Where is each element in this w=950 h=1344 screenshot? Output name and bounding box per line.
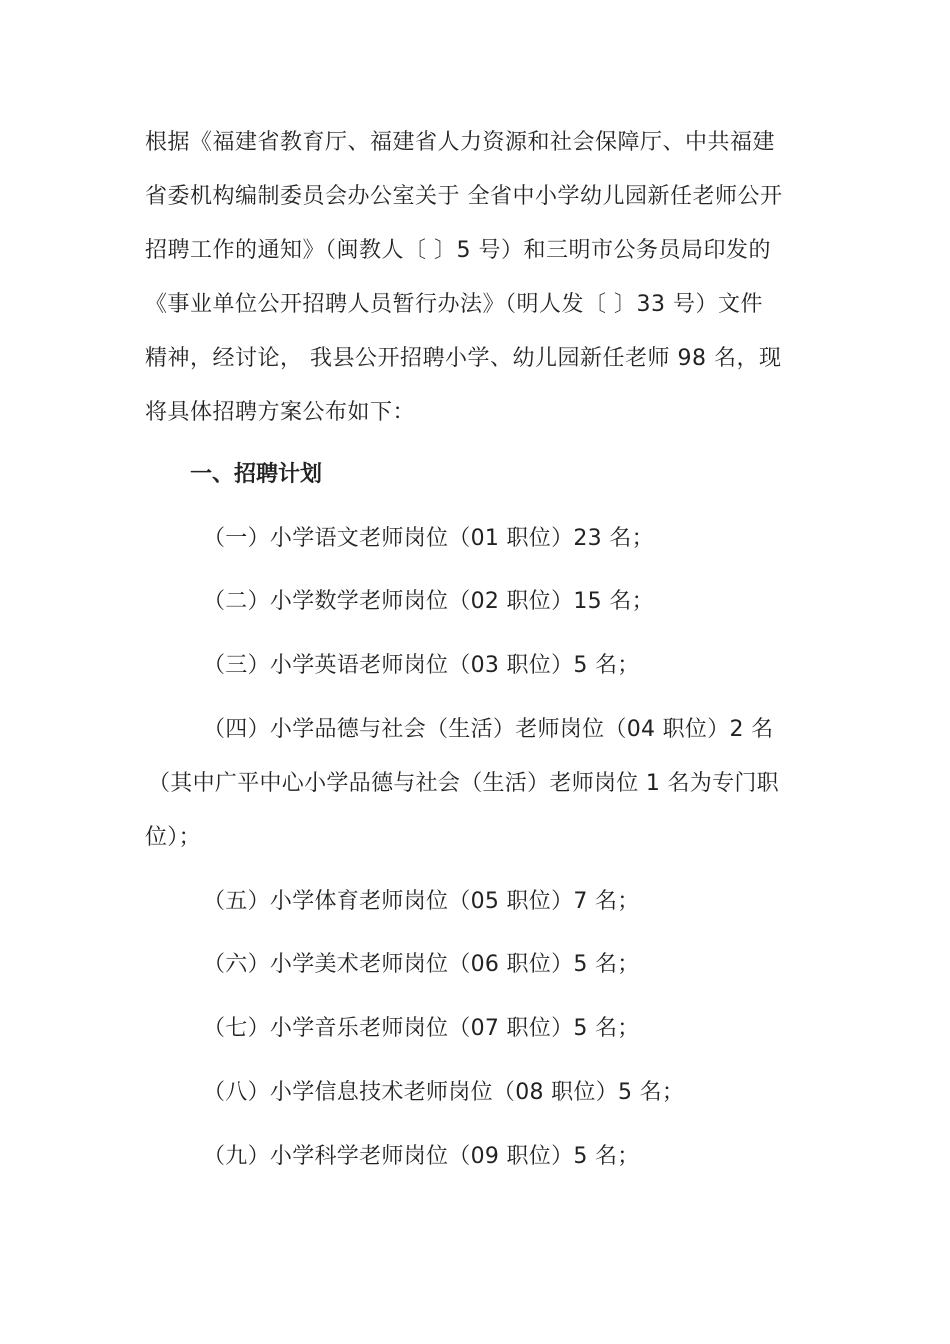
intro-line: 精神，经讨论， 我县公开招聘小学、幼儿园新任老师 98 名，现	[145, 346, 782, 371]
plan-item-06: （六）小学美术老师岗位（06 职位）5 名；	[203, 952, 640, 977]
plan-item-04-continued-end: 位）；	[145, 825, 201, 850]
plan-item-01: （一）小学语文老师岗位（01 职位）23 名；	[203, 526, 654, 551]
intro-line: 根据《福建省教育厅、福建省人力资源和社会保障厅、中共福建	[145, 130, 776, 155]
section-heading: 一、招聘计划	[190, 462, 323, 487]
plan-item-02: （二）小学数学老师岗位（02 职位）15 名；	[203, 589, 654, 614]
intro-paragraph	[145, 116, 815, 440]
plan-item-08: （八）小学信息技术老师岗位（08 职位）5 名；	[203, 1080, 685, 1105]
plan-item-07: （七）小学音乐老师岗位（07 职位）5 名；	[203, 1016, 640, 1041]
intro-line: 《事业单位公开招聘人员暂行办法》（明人发〔 〕33 号）文件	[145, 292, 763, 317]
intro-line: 招聘工作的通知》（闽教人〔 〕5 号）和三明市公务员局印发的	[145, 238, 771, 263]
plan-item-04: （四）小学品德与社会（生活）老师岗位（04 职位）2 名	[203, 717, 774, 742]
plan-item-04-continued: （其中广平中心小学品德与社会（生活）老师岗位 1 名为专门职	[148, 771, 779, 796]
plan-item-05: （五）小学体育老师岗位（05 职位）7 名；	[203, 889, 640, 914]
plan-item-09: （九）小学科学老师岗位（09 职位）5 名；	[203, 1144, 640, 1169]
intro-line: 将具体招聘方案公布如下：	[145, 400, 416, 425]
plan-item-03: （三）小学英语老师岗位（03 职位）5 名；	[203, 653, 640, 678]
intro-line: 省委机构编制委员会办公室关于 全省中小学幼儿园新任老师公开	[145, 184, 783, 209]
